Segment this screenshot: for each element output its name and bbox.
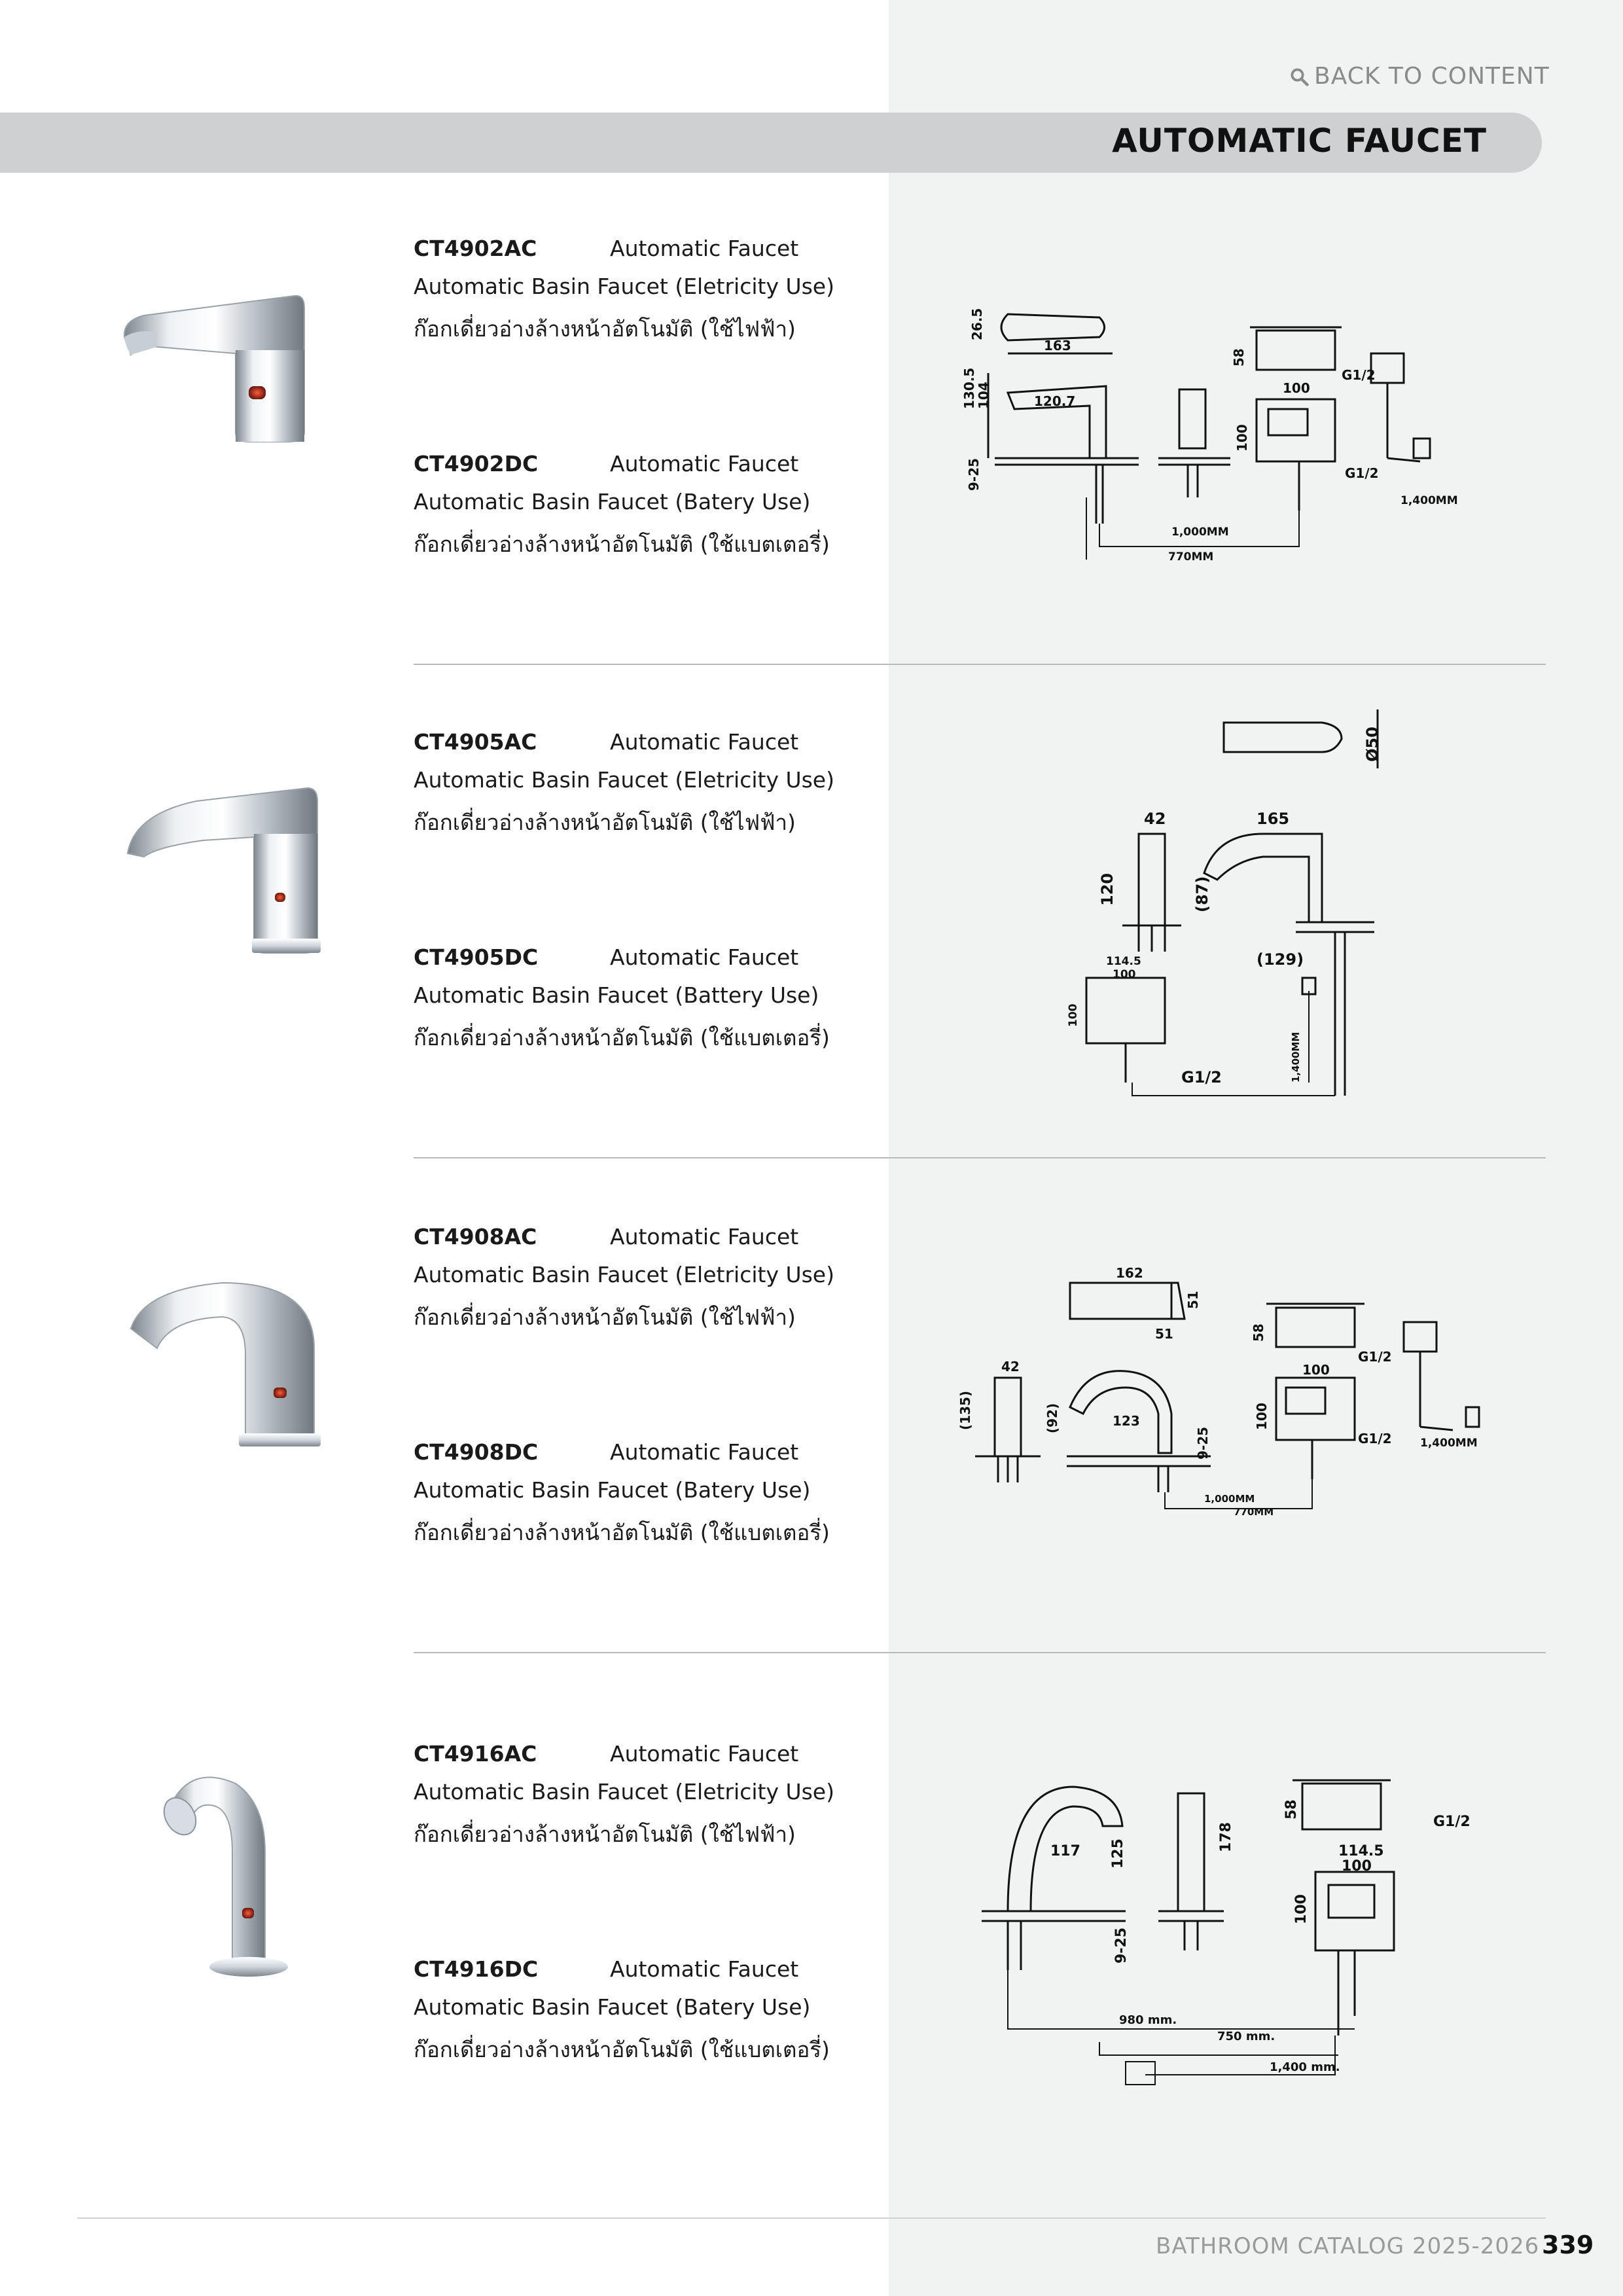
product-type: Automatic Faucet: [610, 1439, 799, 1465]
dimension-label: 100: [1254, 1403, 1270, 1430]
dimension-label: 117: [1050, 1843, 1080, 1859]
dimension-label: 750 mm.: [1217, 2030, 1275, 2043]
product-type: Automatic Faucet: [610, 451, 799, 476]
product-code: CT4902DC: [414, 451, 539, 476]
product-code: CT4902AC: [414, 236, 537, 261]
dimension-label: Ø50: [1363, 726, 1382, 762]
dimension-label: 42: [1001, 1359, 1020, 1374]
variant-row: [414, 1956, 885, 1994]
section-title-bar: [0, 113, 1542, 173]
product-ct4916: [0, 1741, 1623, 2199]
product-type: Automatic Faucet: [610, 1956, 799, 1982]
dimension-label: 1,400MM: [1290, 1031, 1302, 1083]
product-type: Automatic Faucet: [610, 944, 799, 970]
description-th: ก๊อกเดี่ยวอ่างล้างหน้าอัตโนมัติ (ใช้แบตเตอรี่): [414, 1025, 830, 1050]
technical-drawing-ct4916: [969, 1754, 1492, 2108]
product-info: [414, 729, 885, 1058]
dimension-label: 120: [1098, 872, 1116, 906]
dimension-label: 770MM: [1168, 550, 1214, 564]
dimension-label: 100: [1113, 968, 1136, 981]
dimension-label: 100: [1234, 424, 1250, 452]
product-code: CT4908DC: [414, 1439, 539, 1465]
section-divider: [414, 664, 1546, 665]
dimension-label: 165: [1257, 810, 1290, 828]
dimension-label: 58: [1251, 1323, 1266, 1342]
dimension-label: 104: [976, 382, 991, 409]
description-th: ก๊อกเดี่ยวอ่างล้างหน้าอัตโนมัติ (ใช้ไฟฟ้า): [414, 316, 796, 342]
dimension-label: G1/2: [1181, 1068, 1222, 1086]
dimension-label: 58: [1283, 1799, 1300, 1820]
product-info: [414, 236, 885, 565]
dimension-label: 9-25: [1195, 1426, 1211, 1460]
description-en: Automatic Basin Faucet (Eletricity Use): [414, 1262, 834, 1287]
dimension-label: 1,400 mm.: [1270, 2060, 1340, 2074]
dimension-label: 100: [1283, 380, 1310, 396]
search-icon: [1289, 67, 1309, 86]
dimension-label: 114.5: [1106, 955, 1141, 968]
description-th: ก๊อกเดี่ยวอ่างล้างหน้าอัตโนมัติ (ใช้ไฟฟ้า): [414, 810, 796, 835]
variant-row: [414, 944, 885, 982]
dimension-label: 162: [1116, 1265, 1143, 1281]
product-code: CT4905AC: [414, 729, 537, 755]
variant-row: [414, 236, 885, 274]
dimension-label: 770MM: [1234, 1506, 1274, 1518]
product-ct4902: [0, 236, 1623, 694]
footer-catalog-title: BATHROOM CATALOG 2025-2026: [1156, 2233, 1540, 2259]
dimension-label: 9-25: [1113, 1927, 1130, 1964]
section-divider: [414, 1652, 1546, 1653]
sensor-faucet-gooseneck-photo: [118, 1270, 334, 1453]
footer-divider: [77, 2217, 1546, 2219]
product-type: Automatic Faucet: [610, 236, 799, 261]
dimension-label: 1,000MM: [1171, 526, 1229, 539]
sensor-faucet-curved-spout-photo: [118, 775, 334, 958]
dimension-label: G1/2: [1345, 465, 1379, 481]
description-th: ก๊อกเดี่ยวอ่างล้างหน้าอัตโนมัติ (ใช้ไฟฟ้า): [414, 1821, 796, 1847]
description-en: Automatic Basin Faucet (Eletricity Use): [414, 1779, 834, 1804]
technical-drawing-ct4908: [955, 1257, 1479, 1518]
description-en: Automatic Basin Faucet (Batery Use): [414, 1477, 811, 1503]
description-en: Automatic Basin Faucet (Batery Use): [414, 1994, 811, 2020]
dimension-label: (135): [957, 1390, 973, 1430]
dimension-label: 980 mm.: [1119, 2013, 1177, 2027]
description-th: ก๊อกเดี่ยวอ่างล้างหน้าอัตโนมัติ (ใช้แบตเตอรี่): [414, 531, 830, 557]
dimension-label: 51: [1155, 1326, 1173, 1342]
description-th: ก๊อกเดี่ยวอ่างล้างหน้าอัตโนมัติ (ใช้แบตเตอรี่): [414, 2037, 830, 2062]
variant-row: [414, 451, 885, 489]
sensor-faucet-round-gooseneck-photo: [118, 1767, 334, 1990]
dimension-label: 1,400MM: [1420, 1437, 1478, 1450]
dimension-label: 1,400MM: [1400, 494, 1458, 507]
description-en: Automatic Basin Faucet (Eletricity Use): [414, 274, 834, 299]
dimension-label: 178: [1218, 1822, 1234, 1852]
product-type: Automatic Faucet: [610, 729, 799, 755]
dimension-label: 100: [1302, 1362, 1330, 1378]
dimension-label: 26.5: [969, 308, 985, 340]
dimension-label: 100: [1293, 1894, 1310, 1924]
section-title: AUTOMATIC FAUCET: [1112, 122, 1487, 160]
variant-row: [414, 729, 885, 767]
product-ct4908: [0, 1224, 1623, 1682]
product-code: CT4916AC: [414, 1741, 537, 1767]
product-code: CT4908AC: [414, 1224, 537, 1249]
product-type: Automatic Faucet: [610, 1741, 799, 1767]
description-en: Automatic Basin Faucet (Battery Use): [414, 982, 819, 1008]
dimension-label: G1/2: [1433, 1814, 1471, 1830]
dimension-label: 114.5: [1338, 1843, 1384, 1859]
dimension-label: 130.5: [961, 367, 977, 409]
description-th: ก๊อกเดี่ยวอ่างล้างหน้าอัตโนมัติ (ใช้ไฟฟ้า): [414, 1304, 796, 1330]
dimension-label: 163: [1044, 338, 1071, 353]
product-type: Automatic Faucet: [610, 1224, 799, 1249]
dimension-label: 42: [1144, 810, 1166, 828]
sensor-faucet-flat-spout-photo: [118, 281, 334, 465]
product-info: [414, 1224, 885, 1553]
back-link-label: BACK TO CONTENT: [1314, 63, 1550, 90]
dimension-label: 123: [1113, 1413, 1140, 1429]
dimension-label: 51: [1185, 1291, 1201, 1309]
section-divider: [414, 1157, 1546, 1158]
variant-row: [414, 1224, 885, 1262]
dimension-label: G1/2: [1342, 367, 1376, 383]
dimension-label: (87): [1193, 876, 1211, 912]
page-number: 339: [1542, 2231, 1594, 2259]
dimension-label: (92): [1044, 1403, 1060, 1433]
product-ct4905: [0, 726, 1623, 1187]
description-en: Automatic Basin Faucet (Eletricity Use): [414, 767, 834, 793]
description-en: Automatic Basin Faucet (Batery Use): [414, 489, 811, 514]
dimension-label: 100: [1067, 1003, 1080, 1027]
dimension-label: 125: [1110, 1839, 1126, 1869]
dimension-label: G1/2: [1358, 1431, 1392, 1446]
description-th: ก๊อกเดี่ยวอ่างล้างหน้าอัตโนมัติ (ใช้แบตเตอรี่): [414, 1520, 830, 1545]
dimension-label: 58: [1231, 348, 1247, 367]
technical-drawing-ct4902: [961, 301, 1479, 564]
product-code: CT4905DC: [414, 944, 539, 970]
dimension-label: 100: [1342, 1858, 1372, 1874]
technical-drawing-ct4905: [1047, 690, 1414, 1115]
back-to-content-link[interactable]: [1289, 63, 1550, 90]
variant-row: [414, 1439, 885, 1477]
variant-row: [414, 1741, 885, 1779]
dimension-label: G1/2: [1358, 1349, 1392, 1365]
dimension-label: 9-25: [966, 457, 982, 491]
dimension-label: 1,000MM: [1204, 1493, 1255, 1505]
dimension-label: 120.7: [1034, 393, 1076, 409]
product-code: CT4916DC: [414, 1956, 539, 1982]
dimension-label: (129): [1257, 950, 1304, 969]
product-info: [414, 1741, 885, 2070]
